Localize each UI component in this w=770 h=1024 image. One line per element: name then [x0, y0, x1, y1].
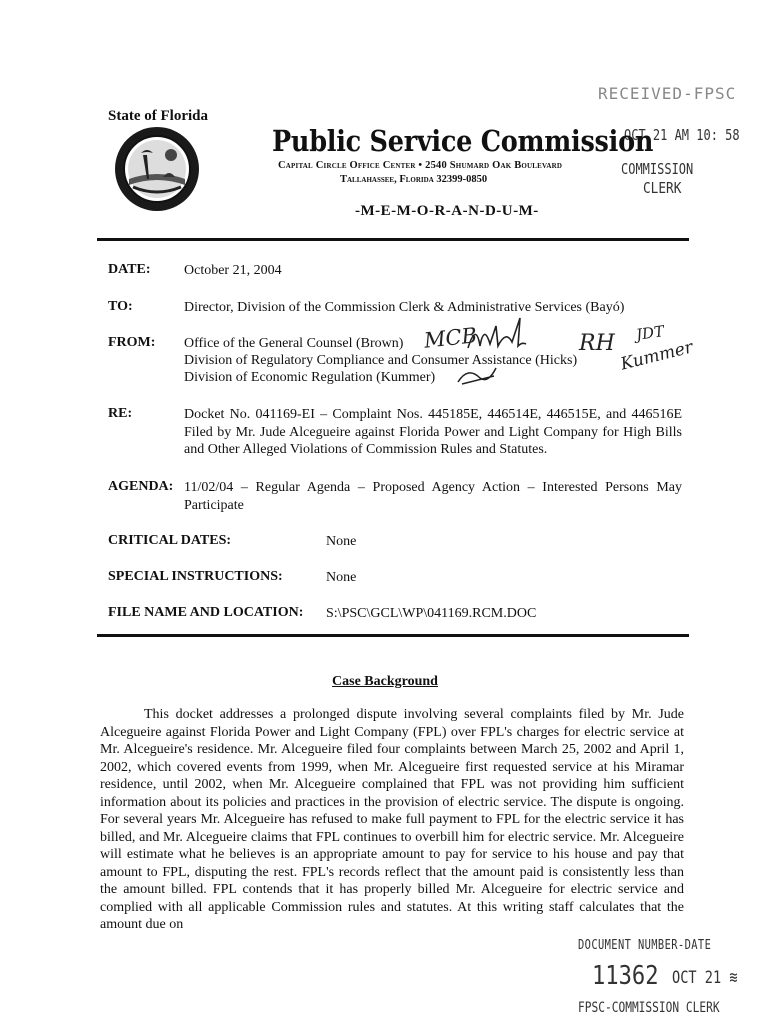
- to-value: Director, Division of the Commission Clerk & Administrative Services (Bayó): [184, 300, 625, 315]
- body-divider: [97, 634, 689, 637]
- received-datetime-stamp: OCT 21 AM 10: 58: [624, 126, 740, 144]
- case-background-body: [100, 706, 684, 934]
- from-label: FROM:: [108, 335, 156, 350]
- initials-kummer: Kummer: [618, 337, 696, 375]
- to-label: TO:: [108, 299, 133, 314]
- re-value: Docket No. 041169-EI – Complaint Nos. 445185E, 446514E, 446515E, and 446516E Filed by Mr. Jude Alcegueire against Florida Power and Light Company for High Bills and Other Alleged Violations of Commission Rules and Statutes.: [184, 407, 682, 457]
- agency-name: Public Service Commission: [272, 124, 654, 158]
- address-line2: Tallahassee, Florida 32399-0850: [340, 174, 488, 185]
- from-value-line1: Office of the General Counsel (Brown): [184, 336, 404, 351]
- florida-state-seal-icon: [113, 125, 201, 213]
- state-name: State of Florida: [108, 108, 208, 124]
- agenda-value: 11/02/04 – Regular Agenda – Proposed Agency Action – Interested Persons May Participate: [184, 480, 682, 513]
- case-background-heading-text: Case Background: [332, 674, 438, 689]
- file-location-label: FILE NAME AND LOCATION:: [108, 605, 304, 620]
- document-number-label: DOCUMENT NUMBER-DATE: [578, 938, 712, 953]
- from-value-line2: Division of Regulatory Compliance and Consumer Assistance (Hicks): [184, 353, 578, 368]
- re-label: RE:: [108, 406, 133, 421]
- address-line1: Capital Circle Office Center • 2540 Shumard Oak Boulevard: [278, 160, 563, 171]
- critical-dates-value: None: [326, 534, 357, 549]
- date-value: October 21, 2004: [184, 263, 282, 278]
- initials-brown: MCB: [422, 323, 479, 353]
- date-label: DATE:: [108, 262, 151, 277]
- memorandum-title: -M-E-M-O-R-A-N-D-U-M-: [355, 203, 539, 219]
- signature-scribble-icon: [466, 316, 528, 354]
- document-number: 11362: [592, 961, 659, 991]
- case-background-paragraph: This docket addresses a prolonged dispute involving several complaints filed by Mr. Jude Alcegueire against Florida Power and Light Company (FPL) over FPL's charges for electric service at Mr. Alcegueire's residence. Mr. Alcegueire filed four complaints between March 25, 2002 and April 1, 2002, which covered events from 1999, when Mr. Alcegueire first requested service at his Miramar residence, until 2002, when Mr. Alcegueire complained that FPL was not providing him sufficient information about its policies and practices in the provision of electric service. The dispute is ongoing. For several years Mr. Alcegueire has refused to make full payment to FPL for the electric service it has billed, and Mr. Alcegueire claims that FPL continues to overbill him for electric service. Mr. Alcegueire will estimate what he believes is an appropriate amount to pay for service to his house and pay that amount to FPL, disputing the rest. FPL's records reflect that the amount paid is consistently less than the amount billed. FPL contends that it has properly billed Mr. Alcegueire for electric service and complied with all applicable Commission rules and statutes. At this writing staff calculates that the amount due on: [100, 707, 684, 932]
- received-stamp: RECEIVED-FPSC: [598, 84, 737, 103]
- clerk-stamp-line1: COMMISSION: [621, 160, 694, 178]
- document-date: OCT 21 ≋: [672, 968, 738, 988]
- initials-hicks2: JDT: [634, 322, 666, 344]
- case-background-heading: [0, 674, 770, 690]
- special-instructions-value: None: [326, 570, 357, 585]
- critical-dates-label: CRITICAL DATES:: [108, 533, 232, 548]
- clerk-stamp-line2: CLERK: [643, 179, 682, 197]
- initials-hicks: RH: [579, 331, 615, 356]
- kummer-scribble-icon: [454, 364, 500, 388]
- from-value-line3: Division of Economic Regulation (Kummer): [184, 370, 436, 385]
- agenda-label: AGENDA:: [108, 479, 174, 494]
- fpsc-commission-clerk-stamp: FPSC-COMMISSION CLERK: [578, 1000, 720, 1016]
- header-divider: [97, 238, 689, 241]
- file-location-value: S:\PSC\GCL\WP\041169.RCM.DOC: [326, 606, 537, 621]
- special-instructions-label: SPECIAL INSTRUCTIONS:: [108, 569, 283, 584]
